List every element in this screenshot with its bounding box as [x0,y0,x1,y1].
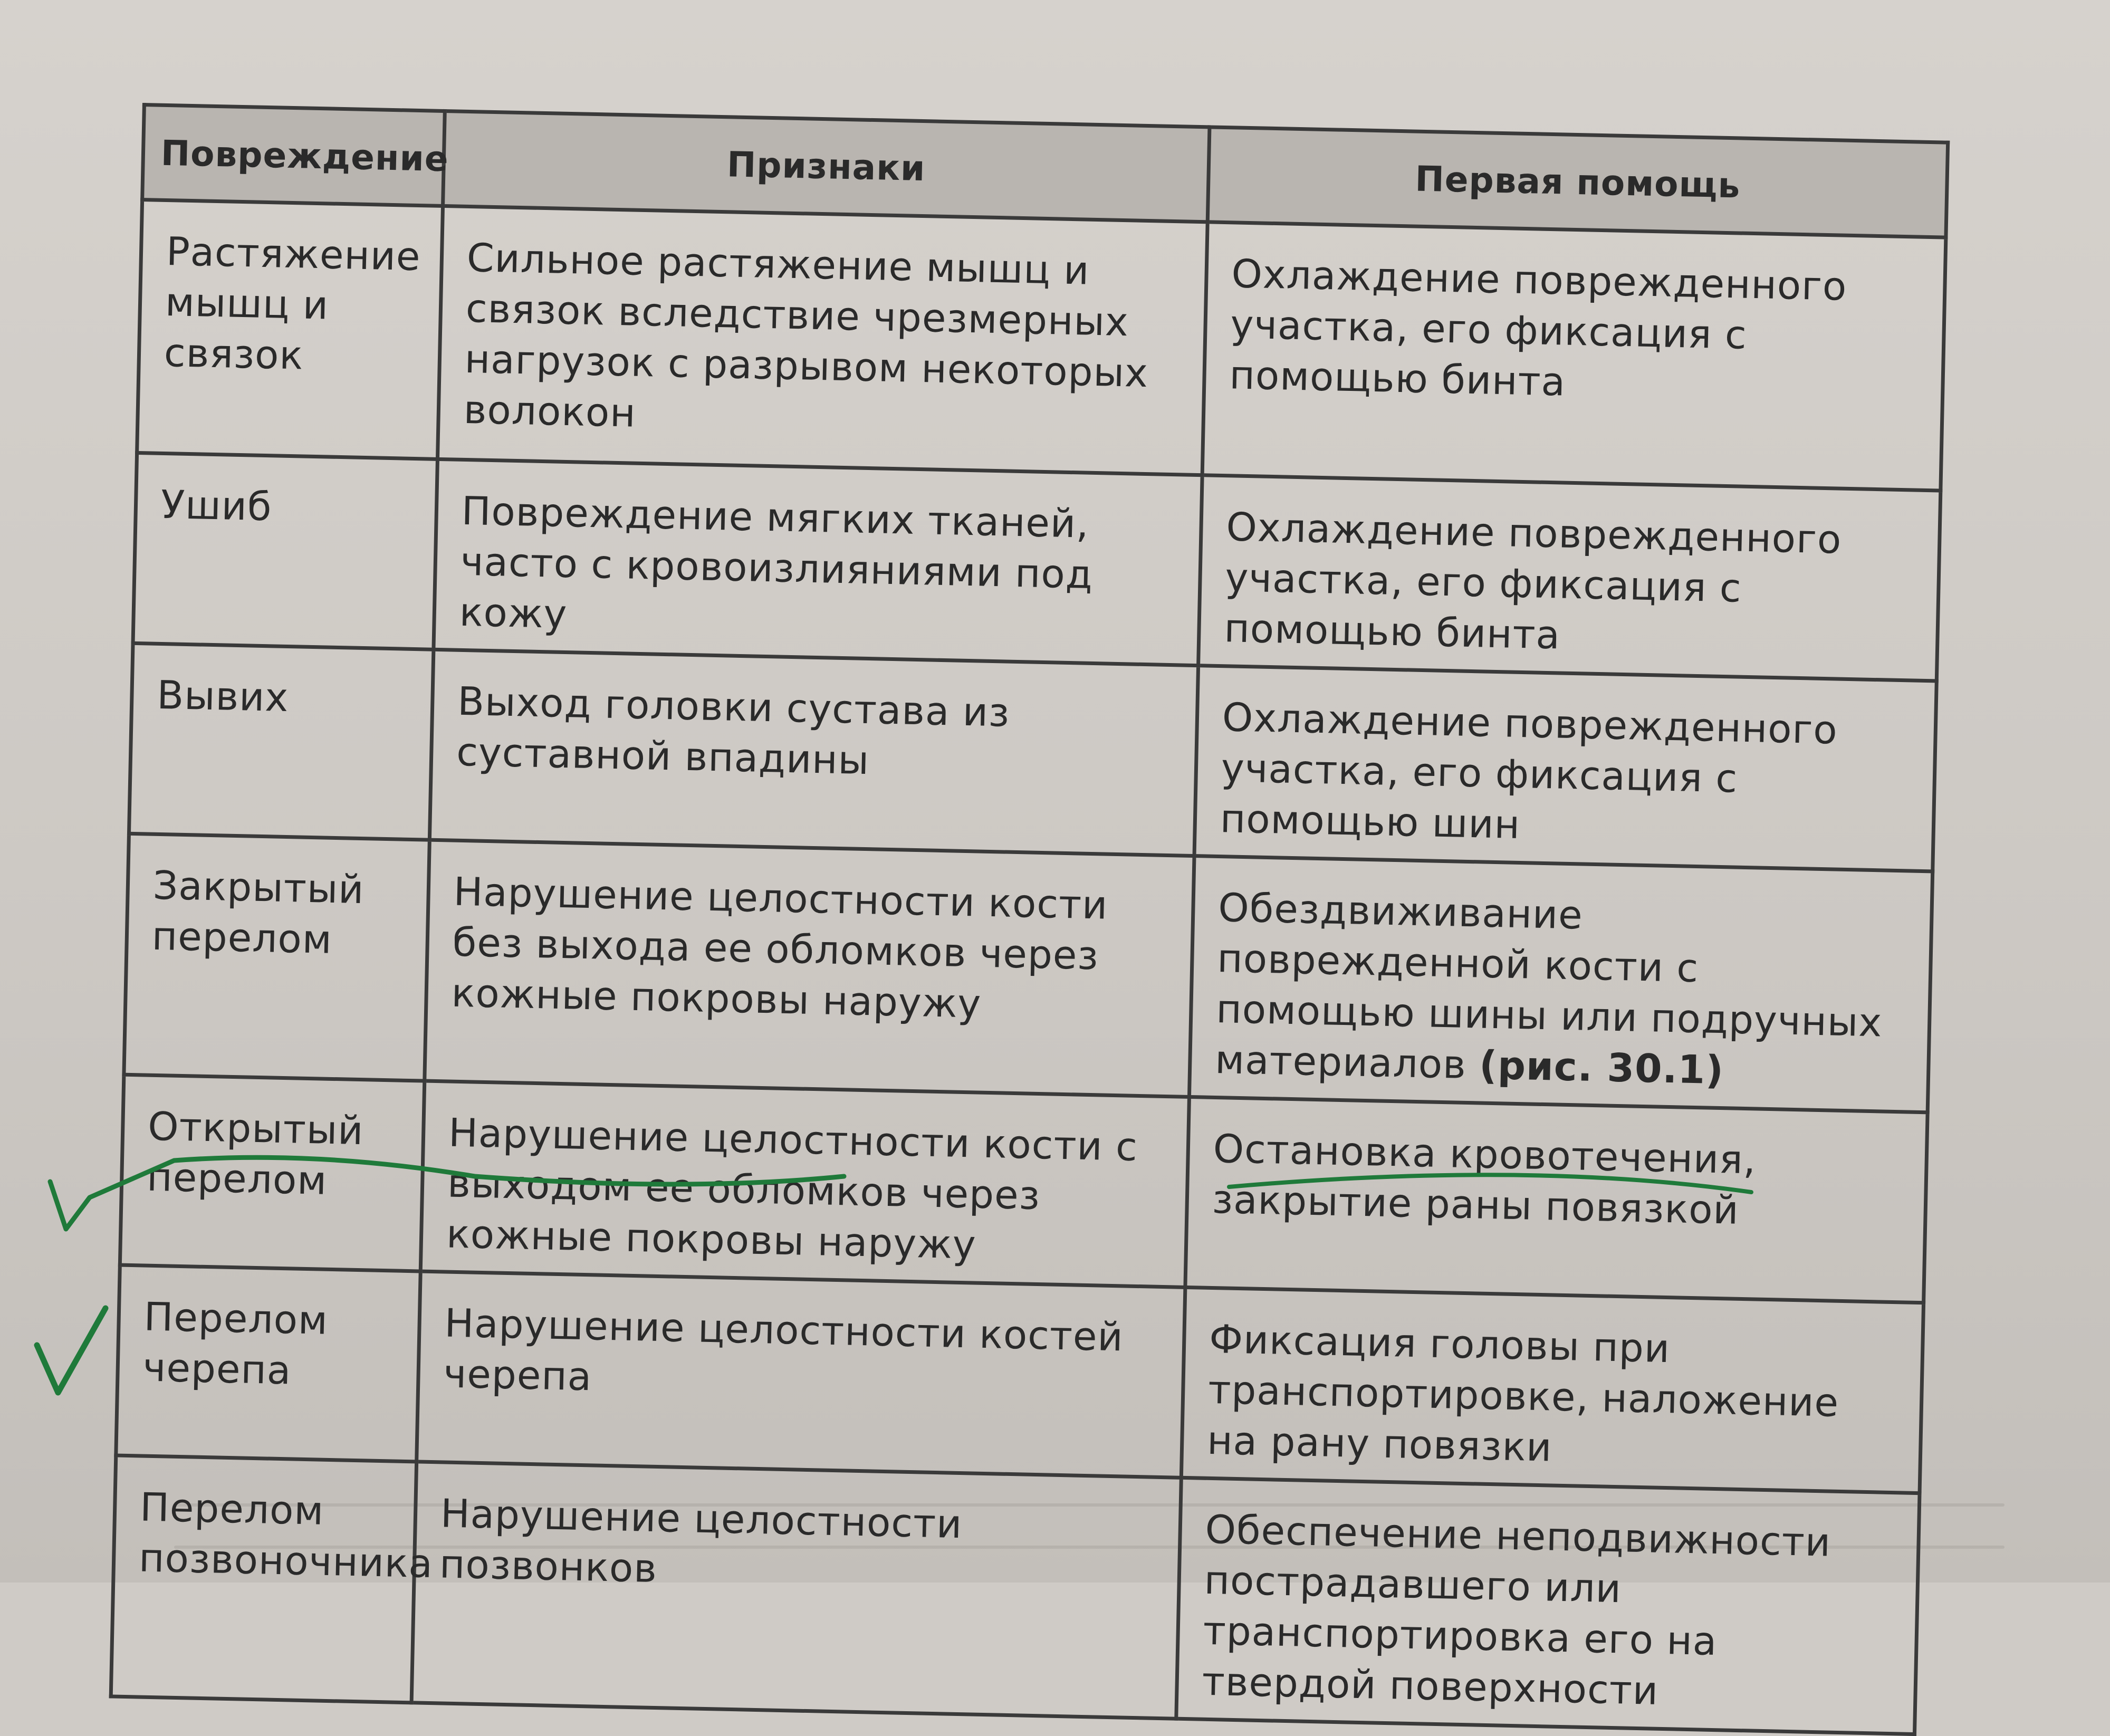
injury-cell: Открытый перелом [120,1075,424,1271]
first-aid-cell [1185,1097,1927,1302]
table-row [129,643,1936,871]
first-aid-cell [1194,666,1936,871]
injury-cell: Растяжение мышц и связок [137,200,443,459]
first-aid-text: Охлаждение поврежденного участка, его фиксация с помощью бинта [1229,251,1848,405]
signs-cell: Нарушение целостности кости с выходом ее обломков через кожные покровы наружу [420,1081,1189,1287]
injury-cell: Перелом позвоночника [111,1455,416,1703]
signs-cell: Сильное растяжение мышц и связок вследствие чрезмерных нагрузок с разрывом некоторых волокон [437,206,1207,475]
first-aid-cell [1189,856,1932,1112]
injury-cell: Закрытый перелом [124,833,429,1081]
first-aid-text: Остановка кровотечения, закрытие раны повязкой [1212,1126,1757,1233]
first-aid-cell [1181,1287,1923,1493]
first-aid-cell [1202,222,1946,491]
table-row [111,1455,1920,1734]
table-row [137,200,1946,491]
header-injury: Повреждение [142,105,445,206]
signs-cell: Повреждение мягких тканей, часто с кровоизлияниями под кожу [434,459,1202,665]
table-row [120,1075,1927,1303]
table-row [116,1265,1924,1493]
injury-cell: Перелом черепа [116,1265,420,1462]
table-sheet [114,103,1946,1714]
signs-cell: Выход головки сустава из суставной впадины [429,649,1198,856]
injury-cell: Ушиб [133,453,437,649]
figure-reference: (рис. 30.1) [1479,1042,1724,1094]
first-aid-cell [1176,1478,1920,1734]
first-aid-text: Охлаждение поврежденного участка, его фиксация с помощью бинта [1223,504,1843,658]
first-aid-text: Обеспечение неподвижности пострадавшего или транспортировка его на твердой поверхности [1201,1507,1831,1714]
header-signs: Признаки [443,111,1210,222]
signs-cell: Нарушение целостности позвонков [411,1462,1181,1719]
first-aid-text: Охлаждение поврежденного участка, его фиксация с помощью шин [1220,695,1838,848]
first-aid-text: Обездвиживание поврежденной кости с помощью шины или подручных материалов [1214,885,1883,1088]
first-aid-text: Фиксация головы при транспортировке, наложение на рану повязки [1206,1316,1839,1471]
injury-cell: Вывих [129,643,433,840]
injury-table [109,103,1950,1736]
table-row [124,833,1933,1112]
header-first-aid: Первая помощь [1207,127,1948,237]
first-aid-cell [1198,475,1941,681]
signs-cell: Нарушение целостности кости без выхода ее обломков через кожные покровы наружу [425,840,1194,1097]
table-row [133,453,1941,681]
signs-cell: Нарушение целостности костей черепа [417,1271,1185,1478]
